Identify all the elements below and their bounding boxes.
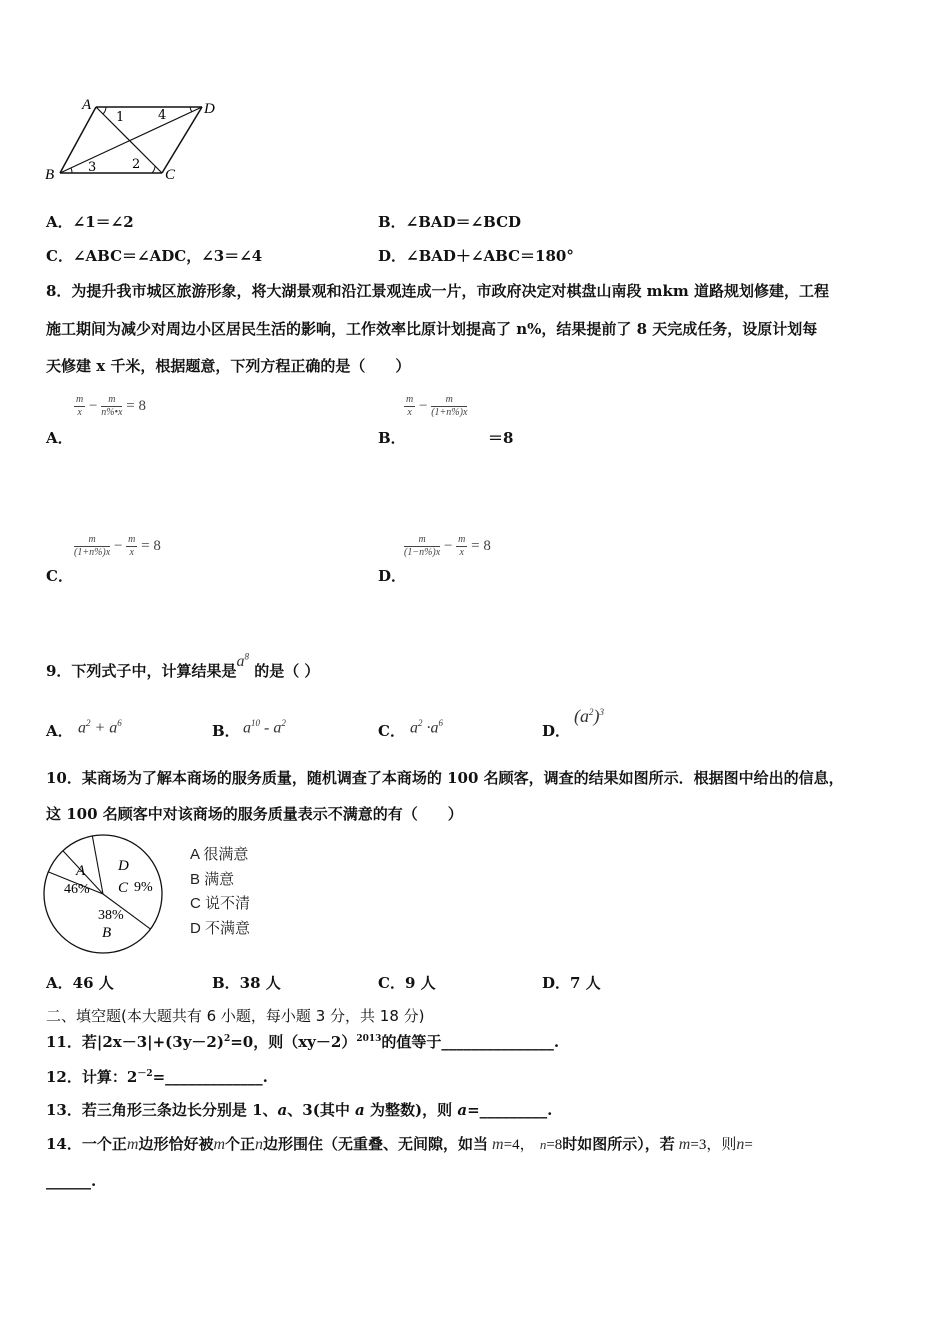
q8-equation-c: $\frac{m}{(1+n\%)x}$ − $\frac{m}{x}$ = 8 xyxy=(74,534,161,558)
q10-option-b: B．38 人 xyxy=(212,974,281,992)
angle-1-arc xyxy=(103,107,106,114)
angle-label-2: 2 xyxy=(132,157,141,172)
q9-option-d: $(a^2)^3$ xyxy=(574,706,604,726)
q12: 12．计算：$2^{-2}=\_\_\_\_\_\_\_\_\_\_\_\_\_$. xyxy=(46,1068,268,1086)
q8-label-d: D． xyxy=(378,567,407,585)
parallelogram-figure xyxy=(40,95,230,190)
q8-equation-b: $\frac{m}{x}$ − $\frac{m}{(1+n\%)x}$ xyxy=(406,394,468,418)
q10-option-d: D．7 人 xyxy=(542,974,601,992)
slice-label-b: B xyxy=(102,925,112,941)
q9-option-c: $a^2 \cdot a^6$ xyxy=(410,718,443,737)
q13: 13．若三角形三条边长分别是 1、a、3(其中 a 为整数)，则 a=_________. xyxy=(46,1101,553,1119)
slice-label-d: D xyxy=(118,858,129,874)
q7-option-c: C．∠ABC＝∠ADC，∠3＝∠4 xyxy=(46,247,263,265)
q11: 11．若$|2x-3|+(3y-2)^2=0$，则$(xy-2)^{2013}$的值等于_______________. xyxy=(46,1033,560,1051)
q9-label-d: D． xyxy=(542,722,571,740)
q8-label-c: C． xyxy=(46,567,73,585)
diagonal-bd xyxy=(60,107,202,173)
q14-line1: 14．一个正m边形恰好被m个正n边形围住（无重叠、无间隙，如当 m=4， n=8时如图所示），若 m=3，则n= xyxy=(46,1135,753,1153)
legend-item-b: B 满意 xyxy=(190,870,235,888)
q9-option-b: $a^{10} - a^2$ xyxy=(243,718,286,737)
q9-label-b: B． xyxy=(212,722,240,740)
q9-label-a: A． xyxy=(46,722,73,740)
q8-stem-line3: 天修建 x 千米，根据题意，下列方程正确的是（ ） xyxy=(46,357,411,375)
q7-option-d: D．∠BAD＋∠ABC＝180° xyxy=(378,247,574,265)
legend-item-a: A 很满意 xyxy=(190,846,249,863)
pie-legend xyxy=(190,843,250,941)
q8-label-b: B． xyxy=(378,429,406,447)
section-2-heading: 二、填空题(本大题共有 6 小题，每小题 3 分，共 18 分) xyxy=(46,1007,425,1025)
q8-label-a: A． xyxy=(46,429,73,447)
q8-stem-line1: 8．为提升我市城区旅游形象，将大湖景观和沿江景观连成一片，市政府决定对棋盘山南段 mkm 道路规划修建，工程 xyxy=(46,282,830,300)
slice-pct-c: 9% xyxy=(134,880,153,895)
slice-pct-b: 38% xyxy=(98,908,124,923)
slice-label-c: C xyxy=(118,880,129,896)
q9-label-c: C． xyxy=(378,722,405,740)
q10-option-c: C．9 人 xyxy=(378,974,436,992)
q9-option-a: $a^2 + a^6$ xyxy=(78,718,122,737)
vertex-a: A xyxy=(82,97,92,113)
diagonal-ac xyxy=(96,107,162,173)
q9-stem: 9．下列式子中，计算结果是$a^8$ 的是（ ） xyxy=(46,651,320,680)
q14-line2: ______. xyxy=(46,1172,97,1190)
slice-pct-a: 46% xyxy=(64,882,90,897)
q7-option-b: B．∠BAD＝∠BCD xyxy=(378,213,522,231)
q8-stem-line2: 施工期间为减少对周边小区居民生活的影响，工作效率比原计划提高了 n%，结果提前了 8 天完成任务，设原计划每 xyxy=(46,320,818,338)
vertex-d: D xyxy=(204,101,215,117)
slice-label-a: A xyxy=(76,863,86,879)
q10-stem-line1: 10．某商场为了解本商场的服务质量，随机调查了本商场的 100 名顾客，调查的结果如图所示．根据图中给出的信息， xyxy=(46,769,844,787)
vertex-c: C xyxy=(165,167,176,183)
q10-option-a: A．46 人 xyxy=(46,974,114,992)
angle-label-1: 1 xyxy=(116,110,125,125)
angle-label-4: 4 xyxy=(158,108,167,123)
q8-equation-b-rhs: ＝8 xyxy=(488,429,514,447)
legend-item-c: C 说不清 xyxy=(190,895,251,912)
vertex-b: B xyxy=(45,167,55,183)
q8-equation-d: $\frac{m}{(1-n\%)x}$ − $\frac{m}{x}$ = 8 xyxy=(404,534,491,558)
q8-equation-a: $\frac{m}{x}$ − $\frac{m}{n\%•x}$ = 8 xyxy=(76,394,146,418)
pie-chart xyxy=(40,832,174,958)
legend-item-d: D 不满意 xyxy=(190,919,251,937)
angle-label-3: 3 xyxy=(88,160,97,175)
angle-2-arc xyxy=(152,166,155,173)
q7-option-a: A．∠1＝∠2 xyxy=(46,213,134,231)
slice-boundary-b xyxy=(92,836,103,894)
q10-stem-line2: 这 100 名顾客中对该商场的服务质量表示不满意的有（ ） xyxy=(46,805,463,823)
